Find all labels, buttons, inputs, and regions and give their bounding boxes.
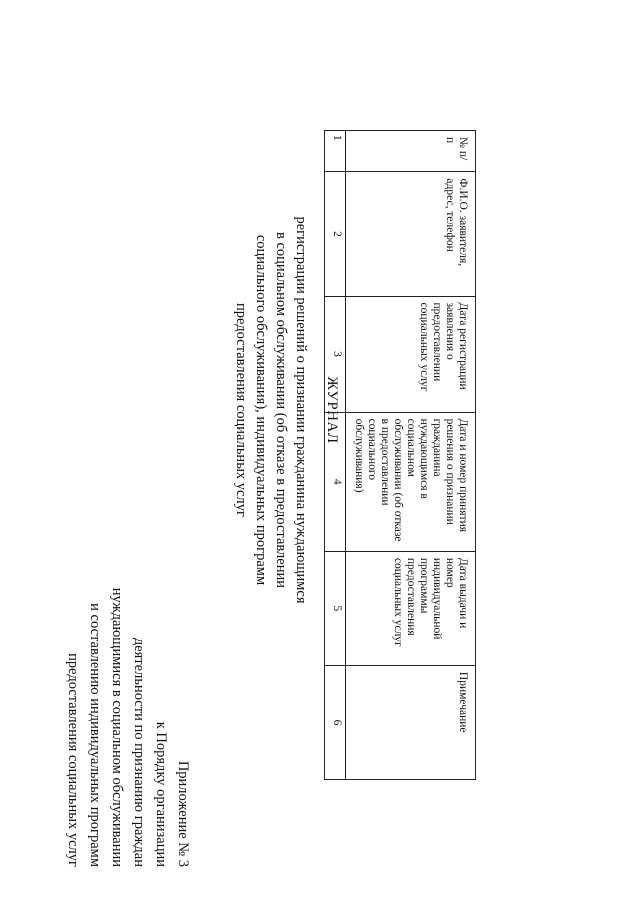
column-number-1: 1 [325, 131, 346, 172]
appendix-line-2: к Порядку организации [153, 721, 169, 867]
table-row [325, 131, 346, 780]
header-note: Примечание [346, 665, 476, 779]
appendix-line-6: предоставления социальных услуг [65, 653, 81, 867]
column-number-4: 4 [325, 412, 346, 551]
appendix-line-4: нуждающимися в социальном обслуживании [109, 587, 125, 867]
header-program-issue: Дата выдачи и номер индивидуальной программы предоставления социальных услуг [346, 551, 476, 665]
table-header-row [346, 131, 476, 780]
appendix-line-5: и составлению индивидуальных программ [87, 603, 103, 867]
header-decision: Дата и номер принятия решения о признании гражданина нуждающимся в социальном обслуживании (об отказе в предоставлении социального обслуживания) [346, 412, 476, 551]
journal-subtitle-line-2: в социальном обслуживании (об отказе в предоставлении [273, 232, 289, 588]
header-registration-date: Дата регистрации заявления о предоставлении социальных услуг [346, 296, 476, 412]
header-applicant: Ф.И.О. заявителя, адрес, телефон [346, 172, 476, 296]
column-number-2: 2 [325, 172, 346, 296]
appendix-line-1: Приложение № 3 [175, 760, 191, 867]
journal-subtitle-line-4: предоставления социальных услуг [233, 303, 249, 517]
journal-subtitle-line-1: регистрации решений о признании гражданина нуждающимся [293, 216, 309, 604]
column-number-6: 6 [325, 665, 346, 779]
header-number: № п/п [346, 131, 476, 172]
journal-title: ЖУРНАЛ [324, 376, 340, 444]
column-number-5: 5 [325, 551, 346, 665]
register-table [324, 130, 476, 780]
appendix-line-3: деятельности по признанию граждан [131, 637, 147, 867]
journal-subtitle-line-3: социального обслуживания), индивидуальных программ [253, 234, 269, 586]
column-number-3: 3 [325, 296, 346, 412]
journal-subtitle [231, 150, 311, 670]
appendix-heading [62, 447, 194, 867]
